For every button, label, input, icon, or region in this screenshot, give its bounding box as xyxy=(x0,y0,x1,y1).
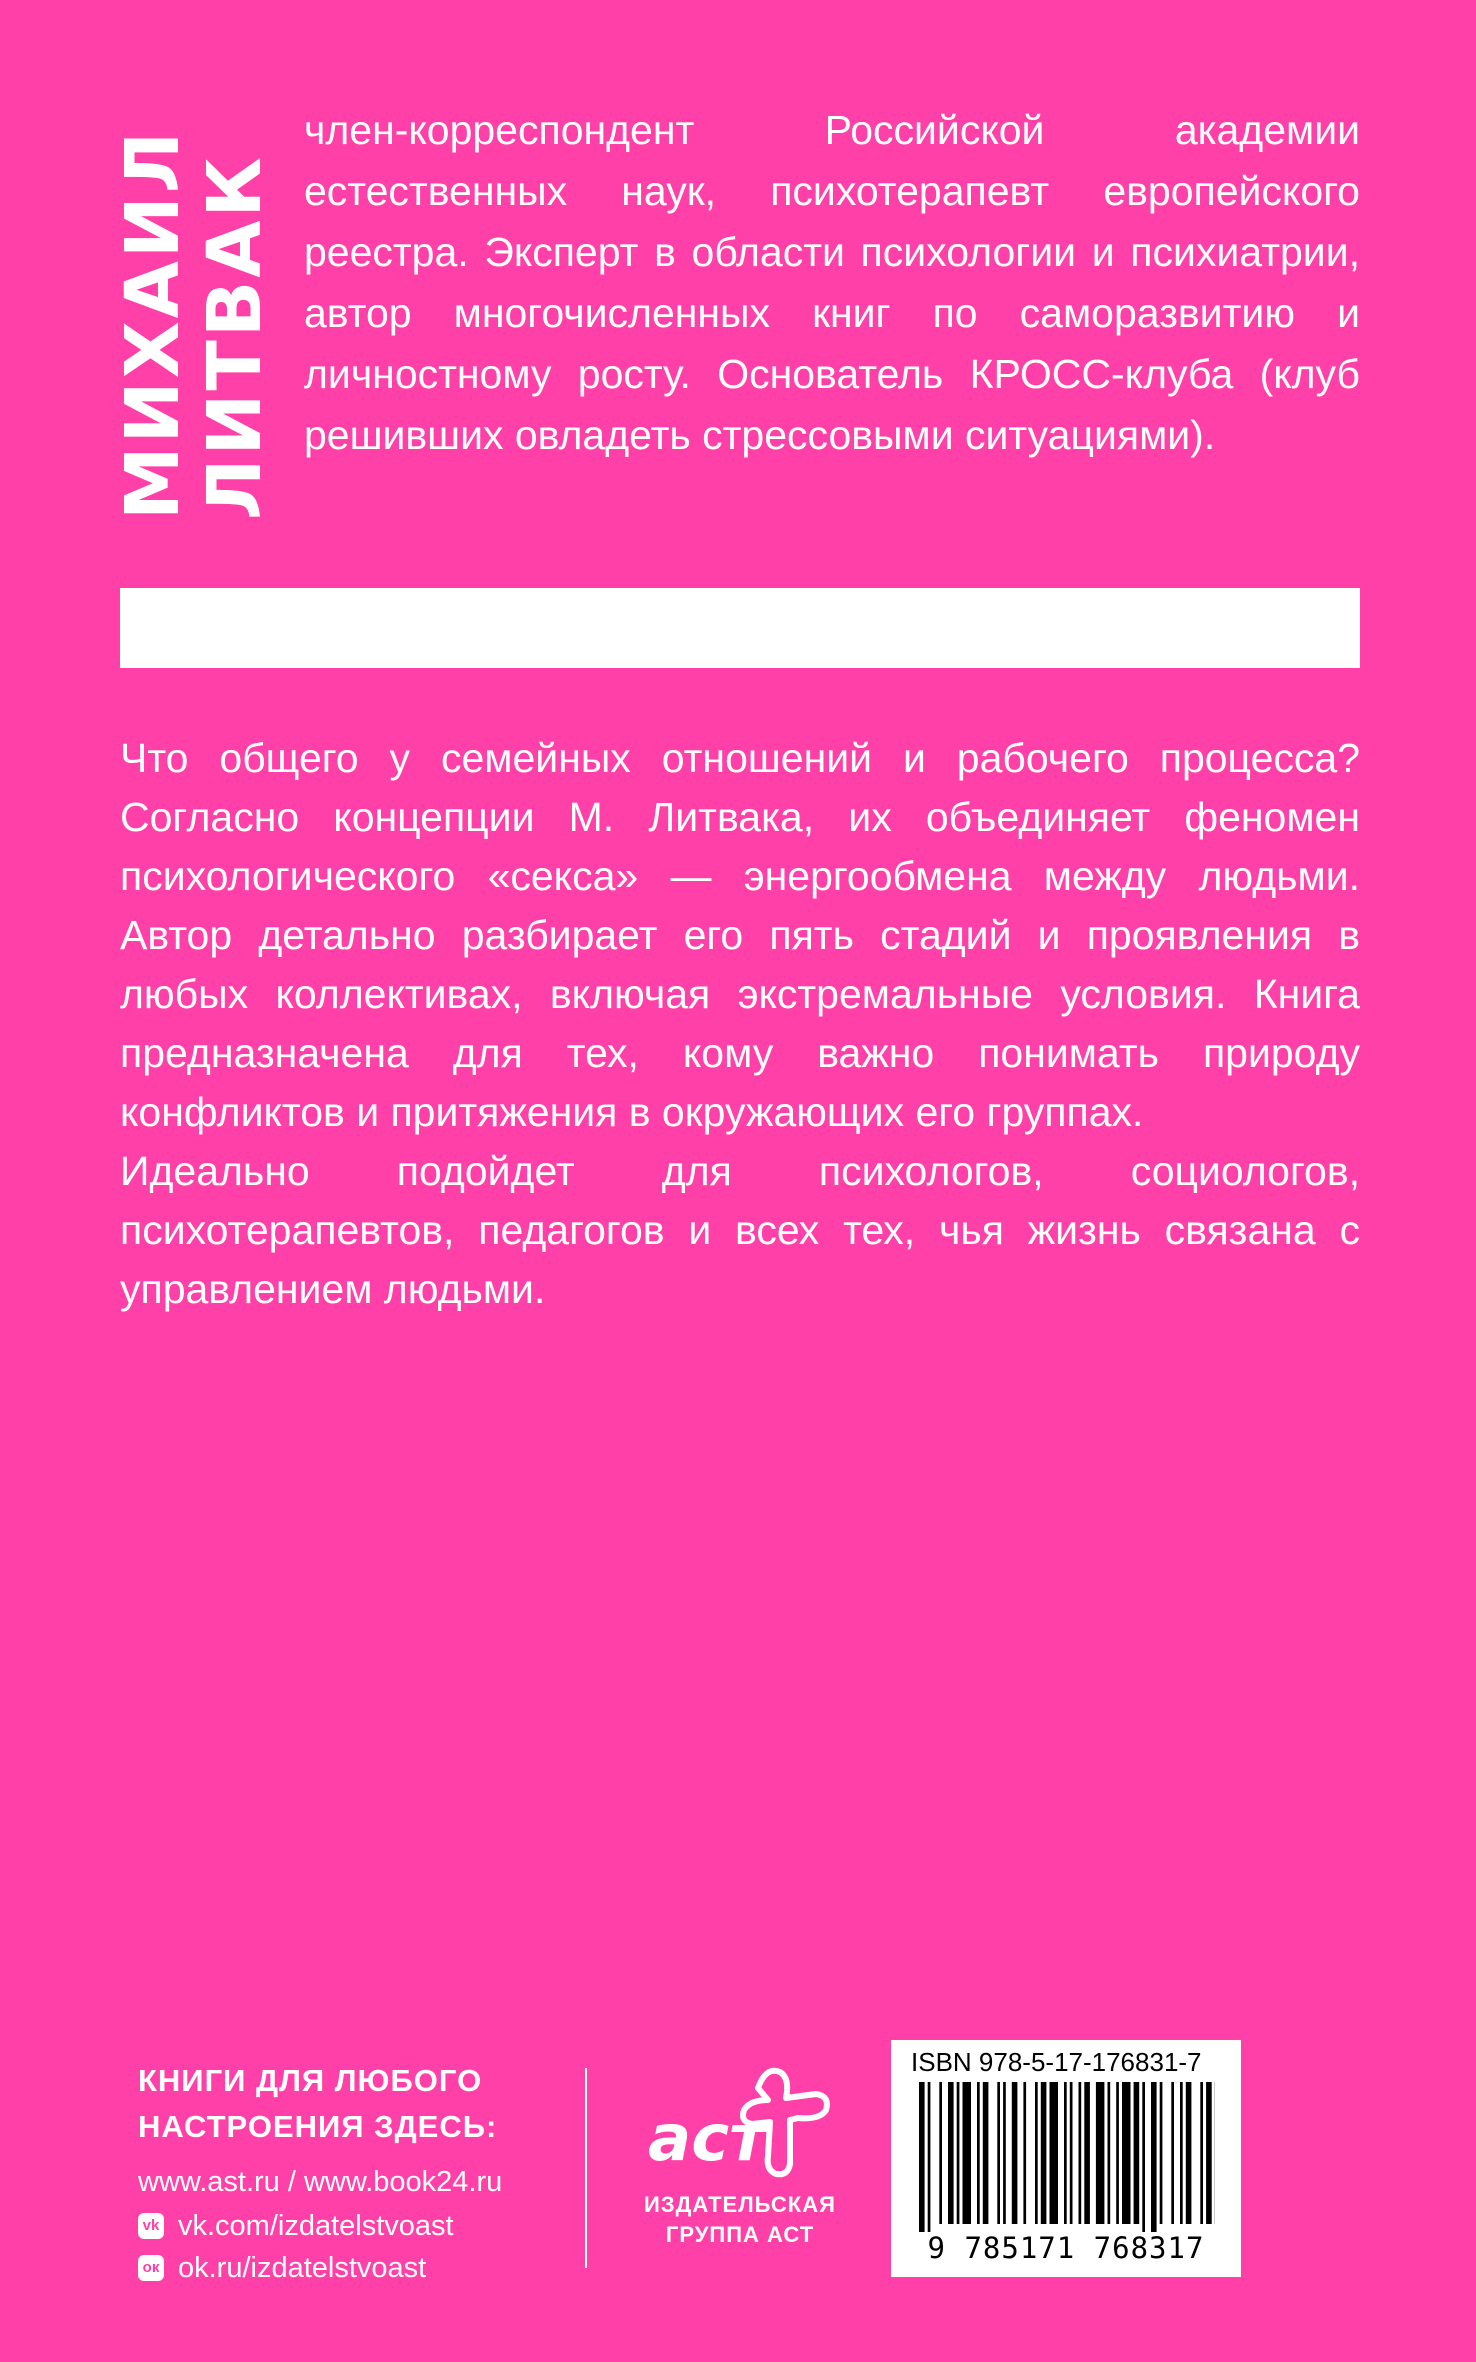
ok-link[interactable] xyxy=(138,2247,578,2289)
barcode-bar xyxy=(1180,2082,1183,2224)
book-description xyxy=(120,729,1360,1319)
publisher-logo-block xyxy=(630,2060,850,2250)
footer-title-line-1: КНИГИ ДЛЯ ЛЮБОГО xyxy=(138,2063,483,2098)
barcode-bar xyxy=(1206,2082,1212,2224)
barcode-bar xyxy=(1096,2082,1105,2224)
barcode-bar xyxy=(997,2082,1000,2224)
barcode-bar xyxy=(1186,2082,1192,2224)
barcode-bar xyxy=(977,2082,980,2224)
footer-title xyxy=(138,2058,578,2150)
barcode-bar xyxy=(1134,2082,1140,2224)
barcode-bar xyxy=(1070,2082,1073,2224)
description-paragraph-1: Что общего у семейных отношений и рабочего процесса? Согласно концепции М. Литвака, их объединяет феномен психологического «секса» — энергообмена между людьми. Автор детально разбирает его пять стадий и проявления в любых коллективах, включая экстремальные условия. Книга предназначена для тех, кому важно понимать природу конфликтов и притяжения в окружающих его группах. xyxy=(120,735,1360,1135)
ast-logo-icon xyxy=(640,2060,840,2180)
barcode-bar xyxy=(1050,2082,1059,2224)
isbn-label: ISBN 978-5-17-176831-7 xyxy=(911,2047,1202,2077)
barcode-bar xyxy=(1003,2082,1006,2224)
barcode-bar xyxy=(939,2082,942,2224)
barcode-box xyxy=(891,2040,1241,2277)
footer-links xyxy=(138,2058,578,2289)
barcode-bar xyxy=(963,2082,972,2224)
vk-link-text[interactable]: vk.com/izdatelstvoast xyxy=(178,2210,454,2242)
author-first-name: МИХАИЛ xyxy=(110,128,196,520)
barcode-icon xyxy=(919,2082,1215,2232)
barcode-bar xyxy=(948,2082,954,2224)
ast-logo-text: аст xyxy=(648,2102,767,2176)
barcode-bar xyxy=(1151,2082,1157,2232)
publisher-name xyxy=(630,2190,850,2250)
barcode-bar xyxy=(1116,2082,1119,2224)
barcode-bar xyxy=(1079,2082,1082,2224)
barcode-bar xyxy=(1200,2082,1203,2224)
barcode-bar xyxy=(957,2082,960,2224)
vk-icon: vk xyxy=(138,2213,164,2239)
publisher-name-line-2: ГРУППА АСТ xyxy=(665,2222,815,2247)
white-divider-bar xyxy=(120,588,1360,668)
barcode-bar xyxy=(1064,2082,1067,2224)
publisher-name-line-1: ИЗДАТЕЛЬСКАЯ xyxy=(644,2192,836,2217)
barcode-bar xyxy=(1160,2082,1163,2224)
barcode-bar xyxy=(1084,2082,1090,2224)
vk-link[interactable] xyxy=(138,2205,578,2247)
author-bio-text: член-корреспондент Российской академии естественных наук, психотерапевт европейского реестра. Эксперт в области психологии и психиатрии, автор многочисленных книг по саморазвитию и личностному росту. Основатель КРОСС-клуба (клуб решивших овладеть стрессовыми ситуациями). xyxy=(304,107,1360,458)
website-links[interactable]: www.ast.ru / www.book24.ru xyxy=(138,2166,503,2198)
footer-divider xyxy=(585,2068,587,2268)
barcode-bar xyxy=(1142,2082,1145,2232)
author-last-name: ЛИТВАК xyxy=(192,153,278,520)
barcode-bar xyxy=(928,2082,931,2232)
barcode-bar xyxy=(1171,2082,1174,2224)
barcode-digits: 9 785171 768317 xyxy=(927,2231,1205,2265)
description-paragraph-2: Идеально подойдет для психологов, социологов, психотерапевтов, педагогов и всех тех, чья жизнь связана с управлением людьми. xyxy=(120,1148,1360,1312)
barcode-bar xyxy=(1122,2082,1131,2224)
ok-link-text[interactable]: ok.ru/izdatelstvoast xyxy=(178,2252,427,2284)
barcode-bar xyxy=(1108,2082,1111,2224)
author-bio xyxy=(304,100,1360,466)
barcode-bar xyxy=(1023,2082,1026,2224)
barcode-bar xyxy=(1012,2082,1018,2224)
barcode-bar xyxy=(1041,2082,1047,2224)
author-name xyxy=(112,120,282,520)
ok-icon: ок xyxy=(138,2255,164,2281)
barcode-bar xyxy=(1035,2082,1038,2224)
barcode-bar xyxy=(983,2082,989,2224)
barcode-bar xyxy=(919,2082,925,2232)
footer-title-line-2: НАСТРОЕНИЯ ЗДЕСЬ: xyxy=(138,2109,498,2144)
